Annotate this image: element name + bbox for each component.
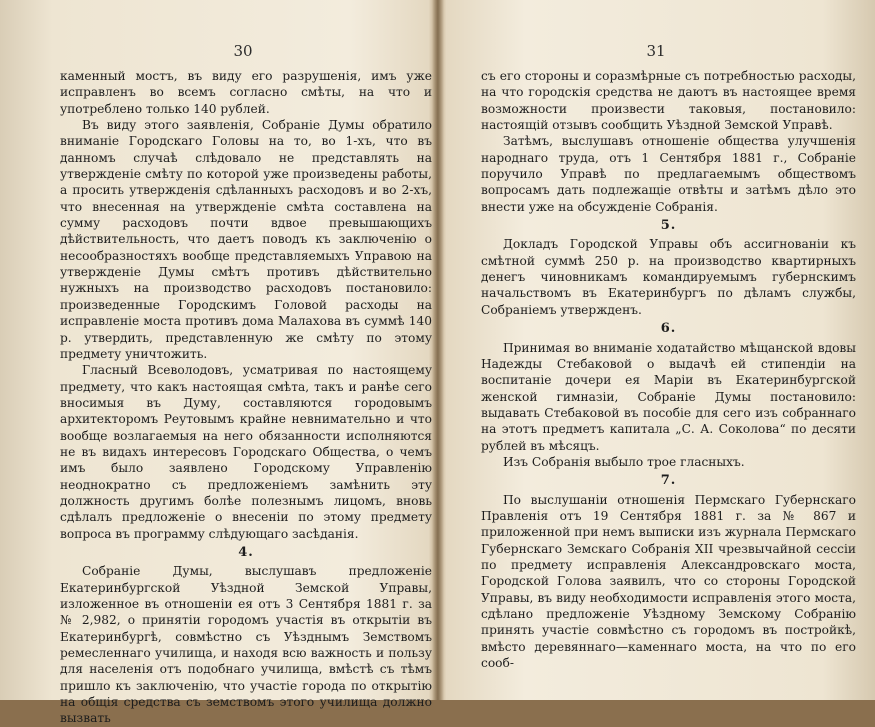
left-page xyxy=(0,0,437,726)
paragraph: Принимая во вниманіе ходатайство мѣщанской вдовы Надежды Стебаковой о выдачѣ ей стипендіи на воспитаніе дочери ея Маріи въ Екатеринбургской женской гимназіи, Собраніе Думы постановило: выдавать Стебаковой въ пособіе для сего изъ собраннаго на этотъ предметъ капитала „С. А. Соколова“ по десяти рублей въ мѣсяцъ. xyxy=(481,340,856,453)
section-number: 7. xyxy=(660,473,677,489)
right-page xyxy=(438,0,875,700)
page-text xyxy=(60,68,432,727)
section-number: 6. xyxy=(660,321,677,337)
paragraph: По выслушаніи отношенія Пермскаго Губернскаго Правленія отъ 19 Сентября 1881 г. за № 867 и приложенной при немъ выписки изъ журнала Пермскаго Губернскаго Земскаго Собранія XII чрезвычайной сессіи по предмету исправленія Александровскаго моста, Городской Голова заявилъ, что со стороны Городской Управы, въ виду необходимости исправленія этого моста, сдѣлано предложеніе Уѣздному Земскому Собранію принять участіе совмѣстно съ городомъ въ постройкѣ, вмѣсто деревяннаго—каменнаго моста, на что по его сооб- xyxy=(481,492,856,671)
paragraph: Изъ Собранія выбыло трое гласныхъ. xyxy=(503,454,745,469)
paragraph: Докладъ Городской Управы объ ассигнованіи къ смѣтной суммѣ 250 р. на производство квартирныхъ денегъ чиновникамъ командируемымъ губернскимъ начальствомъ въ Екатеринбургъ по дѣламъ службы, Собраніемъ утвержденъ. xyxy=(481,237,856,317)
page-number: 31 xyxy=(646,42,666,60)
paragraph: каменный мостъ, въ виду его разрушенія, имъ уже исправленъ во всемъ согласно смѣты, на что и употреблено только 140 рублей. xyxy=(60,69,432,116)
paragraph: Гласный Всеволодовъ, усматривая по настоящему предмету, что какъ настоящая смѣта, такъ и ранѣе сего вносимыя въ Думу, составляются городовымъ архитекторомъ Реутовымъ крайне невнимательно и что вообще возлагаемыя на него обязанности исполняются не въ видахъ интересовъ Городскаго Общества, о чемъ имъ было заявлено Городскому Управленію неоднократно съ предложеніемъ замѣнить эту должность другимъ болѣе полезнымъ лицомъ, вновь сдѣлалъ предложеніе о внесеніи по этому предмету вопроса въ программу слѣдующаго засѣданія. xyxy=(60,363,432,541)
section-number: 5. xyxy=(660,218,677,234)
page-number: 30 xyxy=(233,42,253,60)
paragraph: Собраніе Думы, выслушавъ предложеніе Екатеринбургской Уѣздной Земской Управы, изложенное въ отношеніи ея отъ 3 Сентября 1881 г. за № 2,982, о принятіи городомъ участія въ открытіи въ Екатеринбургѣ, совмѣстно съ Уѣзднымъ Земствомъ ремесленнаго училища, и находя всю важность и пользу для населенія отъ подобнаго училища, вмѣстѣ съ тѣмъ пришло къ заключенію, что участіе города по открытію на общія средства съ земствомъ этого училища должно вызвать xyxy=(60,564,432,726)
paragraph: Въ виду этого заявленія, Собраніе Думы обратило вниманіе Городскаго Головы на то, во 1-хъ, что въ данномъ случаѣ слѣдовало не представлять на утвержденіе смѣту по которой уже произведены работы, а просить утвержденія сдѣланныхъ расходовъ и во 2-хъ, что внесенная на утвержденіе смѣта составлена на сумму расходовъ почти вдвое превышающихъ дѣйствительность, что даетъ поводъ къ заключенію о несообразностяхъ вообще представляемыхъ Управою на утвержденіе Думы смѣтъ противъ дѣйствительно нужныхъ на производство расходовъ постановило: произведенные Городскимъ Головой расходы на исправленіе моста противъ дома Малахова въ суммѣ 140 р. утвердить, представленную же смѣту по этому предмету уничтожить. xyxy=(60,118,432,361)
page-text xyxy=(481,68,856,671)
section-number: 4. xyxy=(238,544,254,560)
paragraph: Затѣмъ, выслушавъ отношеніе общества улучшенія народнаго труда, отъ 1 Сентября 1881 г., Собраніе поручило Управѣ по предлагаемымъ обществомъ вопросамъ дать подлежащіе отвѣты и затѣмъ дѣло это внести уже на обсужденіе Собранія. xyxy=(481,134,856,214)
paragraph: съ его стороны и соразмѣрные съ потребностью расходы, на что городскія средства не даютъ въ настоящее время возможности произвести таковыя, постановило: настоящій отзывъ сообщить Уѣздной Земской Управѣ. xyxy=(481,69,856,133)
